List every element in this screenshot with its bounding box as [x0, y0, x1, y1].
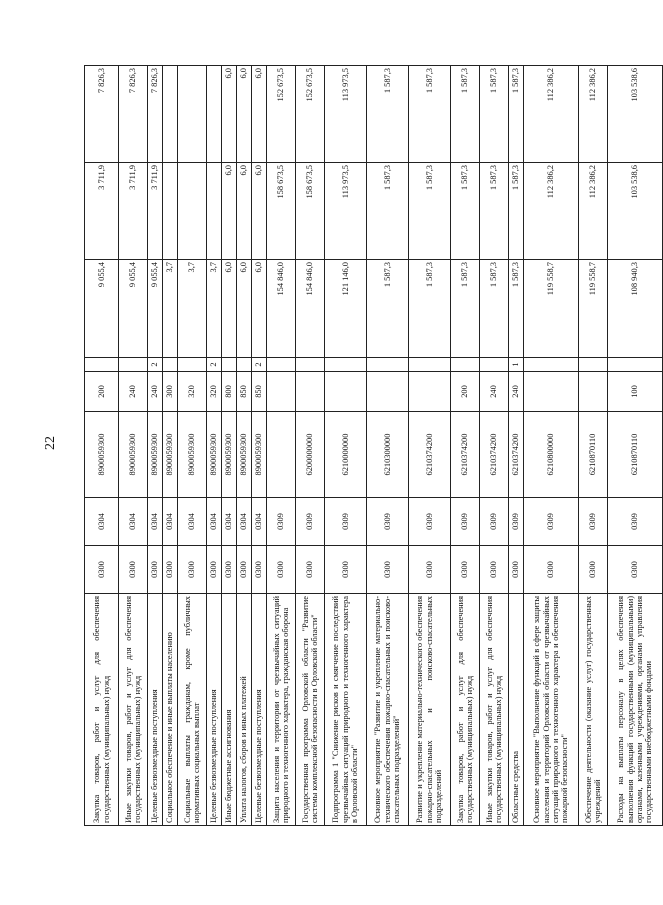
source-code-cell: 2 — [207, 358, 222, 372]
amount-year-3-cell: 6,0 — [222, 66, 237, 163]
section-code-cell: 0300 — [509, 546, 524, 594]
target-article-cell: 8900059300 — [85, 412, 119, 498]
amount-year-2-cell: 3 711,9 — [85, 163, 119, 260]
amount-year-1-cell: 1 587,3 — [509, 260, 524, 358]
item-name-cell: Обеспечение деятельности (оказание услуг) государственных учреждений — [579, 594, 608, 826]
section-code-cell: 0300 — [207, 546, 222, 594]
amount-year-2-cell: 6,0 — [222, 163, 237, 260]
amount-year-1-cell: 1 587,3 — [367, 260, 409, 358]
subsection-code-cell: 0309 — [325, 498, 367, 546]
table-row — [367, 66, 409, 826]
item-name-cell: Иные бюджетные ассигнования — [222, 594, 237, 826]
section-code-cell: 0300 — [222, 546, 237, 594]
target-article-cell: 6210374200 — [509, 412, 524, 498]
section-code-cell: 0300 — [296, 546, 325, 594]
expense-type-cell: 850 — [237, 372, 252, 412]
subsection-code-cell: 0309 — [367, 498, 409, 546]
table-row — [296, 66, 325, 826]
amount-year-3-cell — [163, 66, 178, 163]
amount-year-3-cell: 1 587,3 — [480, 66, 509, 163]
expense-type-cell — [267, 372, 296, 412]
amount-year-2-cell — [207, 163, 222, 260]
table-row — [148, 66, 163, 826]
amount-year-3-cell: 7 826,3 — [85, 66, 119, 163]
target-article-cell: 8900059300 — [163, 412, 178, 498]
target-article-cell: 6200000000 — [296, 412, 325, 498]
item-name-cell: Целевые безвозмездные поступления — [207, 594, 222, 826]
source-code-cell — [119, 358, 148, 372]
table-row — [267, 66, 296, 826]
section-code-cell: 0300 — [85, 546, 119, 594]
section-code-cell: 0300 — [367, 546, 409, 594]
subsection-code-cell: 0309 — [451, 498, 480, 546]
item-name-cell: Иные закупки товаров, работ и услуг для обеспечения государственных (муниципальных) нужд — [119, 594, 148, 826]
amount-year-2-cell: 158 673,5 — [296, 163, 325, 260]
section-code-cell: 0300 — [267, 546, 296, 594]
table-row — [237, 66, 252, 826]
amount-year-3-cell: 152 673,5 — [267, 66, 296, 163]
source-code-cell — [85, 358, 119, 372]
expense-type-cell: 800 — [222, 372, 237, 412]
target-article-cell: 6210374200 — [409, 412, 451, 498]
amount-year-1-cell: 6,0 — [237, 260, 252, 358]
budget-table — [84, 65, 663, 826]
amount-year-1-cell: 1 587,3 — [480, 260, 509, 358]
section-code-cell: 0300 — [252, 546, 267, 594]
item-name-cell: Расходы на выплаты персоналу в целях обеспечения выполнения функций государственными (муниципальными) органами, казенными учреждениями, органами управления государственными внебюджетными фондами — [608, 594, 663, 826]
subsection-code-cell: 0304 — [178, 498, 207, 546]
amount-year-3-cell: 113 973,5 — [325, 66, 367, 163]
item-name-cell: Закупка товаров, работ и услуг для обеспечения государственных (муниципальных) нужд — [85, 594, 119, 826]
amount-year-3-cell: 1 587,3 — [451, 66, 480, 163]
section-code-cell: 0300 — [178, 546, 207, 594]
amount-year-3-cell: 1 587,3 — [367, 66, 409, 163]
subsection-code-cell: 0304 — [119, 498, 148, 546]
source-code-cell — [267, 358, 296, 372]
subsection-code-cell: 0309 — [296, 498, 325, 546]
item-name-cell: Целевые безвозмездные поступления — [148, 594, 163, 826]
table-row — [222, 66, 237, 826]
target-article-cell: 8900059300 — [119, 412, 148, 498]
source-code-cell — [608, 358, 663, 372]
subsection-code-cell: 0309 — [579, 498, 608, 546]
table-row — [252, 66, 267, 826]
subsection-code-cell: 0309 — [524, 498, 579, 546]
target-article-cell: 6210800000 — [524, 412, 579, 498]
amount-year-1-cell: 9 055,4 — [148, 260, 163, 358]
table-row — [119, 66, 148, 826]
amount-year-3-cell: 103 538,6 — [608, 66, 663, 163]
expense-type-cell: 200 — [85, 372, 119, 412]
amount-year-3-cell: 112 386,2 — [579, 66, 608, 163]
target-article-cell: 6210000000 — [325, 412, 367, 498]
section-code-cell: 0300 — [163, 546, 178, 594]
amount-year-1-cell: 9 055,4 — [85, 260, 119, 358]
section-code-cell: 0300 — [409, 546, 451, 594]
expense-type-cell: 240 — [509, 372, 524, 412]
section-code-cell: 0300 — [451, 546, 480, 594]
amount-year-2-cell — [163, 163, 178, 260]
amount-year-3-cell — [178, 66, 207, 163]
expense-type-cell: 850 — [252, 372, 267, 412]
item-name-cell: Подпрограмма 1 "Снижение рисков и смягчение последствий чрезвычайных ситуаций природного и техногенного характера в Орловской области" — [325, 594, 367, 826]
subsection-code-cell: 0309 — [480, 498, 509, 546]
page-number: 22 — [43, 436, 58, 450]
amount-year-2-cell: 1 587,3 — [509, 163, 524, 260]
amount-year-2-cell: 1 587,3 — [409, 163, 451, 260]
amount-year-1-cell: 108 940,3 — [608, 260, 663, 358]
amount-year-3-cell: 1 587,3 — [409, 66, 451, 163]
source-code-cell — [163, 358, 178, 372]
section-code-cell: 0300 — [325, 546, 367, 594]
amount-year-1-cell: 154 846,0 — [267, 260, 296, 358]
source-code-cell — [222, 358, 237, 372]
amount-year-3-cell: 6,0 — [237, 66, 252, 163]
table-row — [178, 66, 207, 826]
target-article-cell: 8900059300 — [252, 412, 267, 498]
table-row — [480, 66, 509, 826]
item-name-cell: Уплата налогов, сборов и иных платежей — [237, 594, 252, 826]
subsection-code-cell: 0304 — [85, 498, 119, 546]
amount-year-2-cell: 103 538,6 — [608, 163, 663, 260]
source-code-cell — [367, 358, 409, 372]
amount-year-2-cell: 1 587,3 — [451, 163, 480, 260]
amount-year-1-cell: 9 055,4 — [119, 260, 148, 358]
amount-year-1-cell: 121 146,0 — [325, 260, 367, 358]
section-code-cell: 0300 — [524, 546, 579, 594]
amount-year-1-cell: 3,7 — [207, 260, 222, 358]
amount-year-2-cell: 158 673,5 — [267, 163, 296, 260]
amount-year-1-cell: 154 846,0 — [296, 260, 325, 358]
amount-year-3-cell: 6,0 — [252, 66, 267, 163]
amount-year-3-cell: 7 826,3 — [148, 66, 163, 163]
subsection-code-cell: 0304 — [148, 498, 163, 546]
item-name-cell: Развитие и укрепление материально-технического обеспечения пожарно-спасательных и поисково-спасательных подразделений — [409, 594, 451, 826]
amount-year-2-cell: 112 386,2 — [524, 163, 579, 260]
amount-year-2-cell: 3 711,9 — [148, 163, 163, 260]
expense-type-cell: 320 — [207, 372, 222, 412]
amount-year-1-cell: 119 558,7 — [524, 260, 579, 358]
item-name-cell: Основное мероприятие "Развитие и укрепление материально-технического обеспечения пожарно-спасательных и поисково-спасательных подразделений" — [367, 594, 409, 826]
expense-type-cell: 240 — [119, 372, 148, 412]
subsection-code-cell: 0309 — [608, 498, 663, 546]
subsection-code-cell: 0304 — [252, 498, 267, 546]
amount-year-2-cell: 113 973,5 — [325, 163, 367, 260]
item-name-cell: Государственная программа Орловской области "Развитие системы комплексной безопасности в Орловской области" — [296, 594, 325, 826]
amount-year-3-cell: 1 587,3 — [509, 66, 524, 163]
subsection-code-cell: 0304 — [237, 498, 252, 546]
source-code-cell — [296, 358, 325, 372]
source-code-cell: 1 — [509, 358, 524, 372]
target-article-cell: 8900059300 — [178, 412, 207, 498]
amount-year-1-cell: 6,0 — [252, 260, 267, 358]
subsection-code-cell: 0304 — [163, 498, 178, 546]
amount-year-3-cell: 152 673,5 — [296, 66, 325, 163]
table-row — [409, 66, 451, 826]
source-code-cell — [325, 358, 367, 372]
target-article-cell: 8900059300 — [237, 412, 252, 498]
section-code-cell: 0300 — [119, 546, 148, 594]
source-code-cell — [409, 358, 451, 372]
amount-year-3-cell: 7 826,3 — [119, 66, 148, 163]
expense-type-cell: 240 — [148, 372, 163, 412]
section-code-cell: 0300 — [608, 546, 663, 594]
amount-year-2-cell: 112 386,2 — [579, 163, 608, 260]
section-code-cell: 0300 — [148, 546, 163, 594]
target-article-cell — [267, 412, 296, 498]
amount-year-1-cell: 1 587,3 — [451, 260, 480, 358]
source-code-cell — [451, 358, 480, 372]
expense-type-cell — [296, 372, 325, 412]
item-name-cell: Основное мероприятие "Выполнение функций в сфере защиты населения и территорий Орловской области от чрезвычайных ситуаций природного и техногенного характера и обеспечения пожарной безопасности" — [524, 594, 579, 826]
section-code-cell: 0300 — [480, 546, 509, 594]
amount-year-3-cell: 112 386,2 — [524, 66, 579, 163]
subsection-code-cell: 0304 — [207, 498, 222, 546]
table-row — [608, 66, 663, 826]
section-code-cell: 0300 — [579, 546, 608, 594]
item-name-cell: Целевые безвозмездные поступления — [252, 594, 267, 826]
budget-table-sheet — [84, 66, 654, 826]
amount-year-2-cell: 1 587,3 — [480, 163, 509, 260]
amount-year-1-cell: 1 587,3 — [409, 260, 451, 358]
item-name-cell: Закупка товаров, работ и услуг для обеспечения государственных (муниципальных) нужд — [451, 594, 480, 826]
item-name-cell: Иные закупки товаров, работ и услуг для обеспечения государственных (муниципальных) нужд — [480, 594, 509, 826]
table-row — [207, 66, 222, 826]
source-code-cell — [579, 358, 608, 372]
target-article-cell: 6210870110 — [608, 412, 663, 498]
subsection-code-cell: 0309 — [409, 498, 451, 546]
source-code-cell — [237, 358, 252, 372]
item-name-cell: Социальное обеспечение и иные выплаты населению — [163, 594, 178, 826]
amount-year-3-cell — [207, 66, 222, 163]
source-code-cell: 2 — [252, 358, 267, 372]
source-code-cell — [524, 358, 579, 372]
source-code-cell: 2 — [148, 358, 163, 372]
target-article-cell: 6210870110 — [579, 412, 608, 498]
amount-year-2-cell — [178, 163, 207, 260]
item-name-cell: Областные средства — [509, 594, 524, 826]
target-article-cell: 6210374200 — [480, 412, 509, 498]
amount-year-2-cell: 1 587,3 — [367, 163, 409, 260]
source-code-cell — [178, 358, 207, 372]
expense-type-cell — [409, 372, 451, 412]
expense-type-cell — [367, 372, 409, 412]
section-code-cell: 0300 — [237, 546, 252, 594]
amount-year-1-cell: 119 558,7 — [579, 260, 608, 358]
expense-type-cell: 300 — [163, 372, 178, 412]
amount-year-2-cell: 6,0 — [252, 163, 267, 260]
expense-type-cell: 100 — [608, 372, 663, 412]
subsection-code-cell: 0304 — [222, 498, 237, 546]
expense-type-cell: 200 — [451, 372, 480, 412]
subsection-code-cell: 0309 — [267, 498, 296, 546]
table-row — [524, 66, 579, 826]
table-row — [85, 66, 119, 826]
subsection-code-cell: 0309 — [509, 498, 524, 546]
amount-year-1-cell: 3,7 — [178, 260, 207, 358]
table-row — [163, 66, 178, 826]
table-row — [579, 66, 608, 826]
expense-type-cell — [524, 372, 579, 412]
expense-type-cell — [325, 372, 367, 412]
target-article-cell: 6210300000 — [367, 412, 409, 498]
source-code-cell — [480, 358, 509, 372]
target-article-cell: 6210374200 — [451, 412, 480, 498]
amount-year-1-cell: 3,7 — [163, 260, 178, 358]
item-name-cell: Социальные выплаты гражданам, кроме публичных нормативных социальных выплат — [178, 594, 207, 826]
amount-year-1-cell: 6,0 — [222, 260, 237, 358]
expense-type-cell: 240 — [480, 372, 509, 412]
target-article-cell: 8900059300 — [207, 412, 222, 498]
table-row — [509, 66, 524, 826]
amount-year-2-cell: 6,0 — [237, 163, 252, 260]
target-article-cell: 8900059300 — [222, 412, 237, 498]
table-row — [451, 66, 480, 826]
expense-type-cell: 320 — [178, 372, 207, 412]
target-article-cell: 8900059300 — [148, 412, 163, 498]
table-row — [325, 66, 367, 826]
item-name-cell: Защита населения и территории от чрезвычайных ситуаций природного и техногенного характера, гражданская оборона — [267, 594, 296, 826]
expense-type-cell — [579, 372, 608, 412]
amount-year-2-cell: 3 711,9 — [119, 163, 148, 260]
